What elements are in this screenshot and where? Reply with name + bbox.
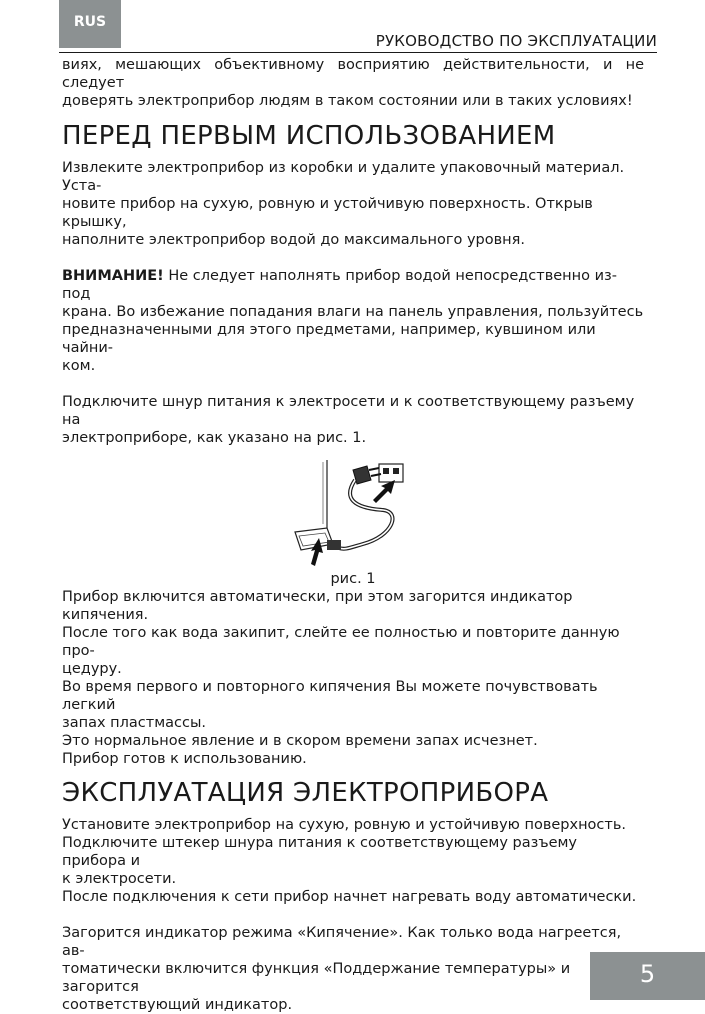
text-line: томатически включится функция «Поддержание температуры» и загорится	[62, 961, 571, 995]
section-heading-operation: ЭКСПЛУАТАЦИЯ ЭЛЕКТРОПРИБОРА	[62, 778, 549, 808]
text-line: соответствующий индикатор.	[62, 997, 293, 1013]
paragraph-connect	[62, 393, 644, 447]
header-title: РУКОВОДСТВО ПО ЭКСПЛУАТАЦИИ	[375, 32, 657, 50]
text-line: крана. Во избежание попадания влаги на панель управления, пользуйтесь	[62, 304, 644, 320]
paragraph-first-boil	[62, 588, 644, 768]
text-line: новите прибор на сухую, ровную и устойчивую поверхность. Открыв крышку,	[62, 196, 593, 230]
paragraph-unpack	[62, 159, 644, 249]
intro-line: доверять электроприбор людям в таком состоянии или в таких условиях!	[62, 93, 633, 109]
figure-caption: рис. 1	[330, 571, 376, 587]
text-line: После того как вода закипит, слейте ее полностью и повторите данную про-	[62, 625, 620, 659]
text-line: электроприборе, как указано на рис. 1.	[62, 430, 367, 446]
text-line: Во время первого и повторного кипячения Вы можете почувствовать легкий	[62, 679, 598, 713]
section-heading-before-first-use: ПЕРЕД ПЕРВЫМ ИСПОЛЬЗОВАНИЕМ	[62, 121, 556, 151]
power-cord-illustration	[283, 458, 423, 566]
figure-power-connection	[62, 458, 644, 588]
text-line: Прибор готов к использованию.	[62, 751, 307, 767]
text-line: Прибор включится автоматически, при этом загорится индикатор кипячения.	[62, 589, 573, 623]
text-line: После подключения к сети прибор начнет нагревать воду автоматически.	[62, 889, 637, 905]
text-line: запах пластмассы.	[62, 715, 207, 731]
warning-paragraph	[62, 267, 644, 375]
text-line: наполните электроприбор водой до максимального уровня.	[62, 232, 525, 248]
paragraph-indicators	[62, 924, 644, 1014]
text-line: Извлеките электроприбор из коробки и удалите упаковочный материал. Уста-	[62, 160, 625, 194]
text-line: Это нормальное явление и в скором времени запах исчезнет.	[62, 733, 538, 749]
intro-line: виях, мешающих объективному восприятию действительности, и не следует	[62, 57, 644, 91]
text-line: цедуру.	[62, 661, 122, 677]
text-line: предназначенными для этого предметами, например, кувшином или чайни-	[62, 322, 596, 356]
text-line: Загорится индикатор режима «Кипячение». Как только вода нагреется, ав-	[62, 925, 622, 959]
language-tab: RUS	[59, 0, 121, 48]
page-content	[62, 56, 644, 1014]
text-line: Не следует наполнять прибор водой непосредственно из-под	[62, 268, 617, 302]
text-line: Установите электроприбор на сухую, ровную и устойчивую поверхность.	[62, 817, 626, 833]
text-line: ком.	[62, 358, 96, 374]
paragraph-setup	[62, 816, 644, 906]
page-number: 5	[590, 952, 705, 1000]
text-line: к электросети.	[62, 871, 177, 887]
text-line: Подключите штекер шнура питания к соответствующему разъему прибора и	[62, 835, 578, 869]
warning-label: ВНИМАНИЕ!	[62, 268, 164, 284]
header-divider	[59, 52, 657, 53]
text-line: Подключите шнур питания к электросети и к соответствующему разъему на	[62, 394, 635, 428]
